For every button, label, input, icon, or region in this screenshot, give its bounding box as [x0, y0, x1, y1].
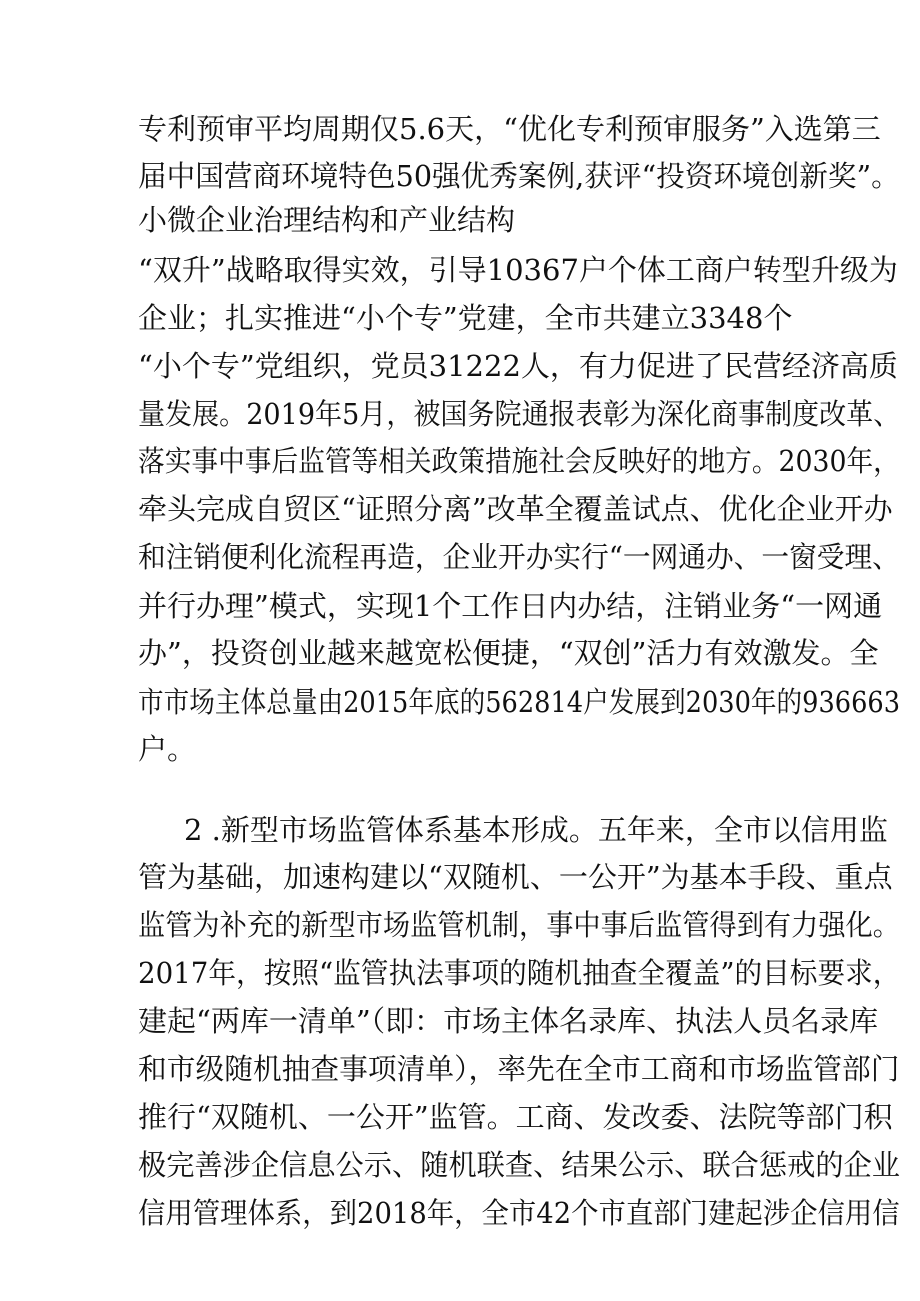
text-line: 量发展。2019年5月，被国务院通报表彰为深化商事制度改革、 — [138, 397, 901, 431]
text-line: 2 .新型市场监管体系基本形成。五年来，全市以信用监 — [184, 813, 888, 847]
text-line: 2017年，按照“监管执法事项的随机抽查全覆盖”的目标要求， — [138, 956, 901, 990]
text-line: 建起“两库一清单”（即：市场主体名录库、执法人员名录库 — [138, 1004, 879, 1038]
text-line: 牵头完成自贸区“证照分离”改革全覆盖试点、优化企业开办 — [138, 492, 893, 526]
text-line: 信用管理体系，到2018年，全市42个市直部门建起涉企信用信 — [138, 1196, 900, 1230]
text-line: 市市场主体总量由2015年底的562814户发展到2030年的936663 — [138, 685, 901, 719]
text-line: 落实事中事后监管等相关政策措施社会反映好的地方。2030年， — [138, 444, 900, 478]
text-line: 专利预审平均周期仅5.6天，“优化专利预审服务”入选第三 — [138, 112, 881, 146]
text-line: 监管为补充的新型市场监管机制，事中事后监管得到有力强化。 — [138, 908, 900, 942]
text-line: 小微企业治理结构和产业结构 — [138, 203, 516, 237]
text-line: 管为基础，加速构建以“双随机、一公开”为基本手段、重点 — [138, 860, 893, 894]
text-line: 并行办理”模式，实现1个工作日内办结，注销业务“一网通 — [138, 589, 883, 623]
text-line: 和市级随机抽查事项清单），率先在全市工商和市场监管部门 — [138, 1052, 900, 1086]
text-line: 和注销便利化流程再造，企业开办实行“一网通办、一窗受理、 — [138, 540, 900, 574]
text-line: 推行“双随机、一公开”监管。工商、发改委、法院等部门积 — [138, 1100, 893, 1134]
text-line: 办”，投资创业越来越宽松便捷，“双创”活力有效激发。全 — [138, 636, 879, 670]
text-line: “双升”战略取得实效，引导10367户个体工商户转型升级为 — [138, 253, 898, 287]
text-line: 户。 — [138, 732, 197, 766]
text-line: 届中国营商环境特色50强优秀案例,获评“投资环境创新奖”。 — [138, 159, 900, 193]
text-line: “小个专”党组织，党员31222人，有力促进了民营经济高质 — [138, 349, 898, 383]
text-line: 企业；扎实推进“小个专”党建，全市共建立3348个 — [138, 301, 793, 335]
text-line: 极完善涉企信息公示、随机联查、结果公示、联合惩戒的企业 — [138, 1148, 901, 1182]
